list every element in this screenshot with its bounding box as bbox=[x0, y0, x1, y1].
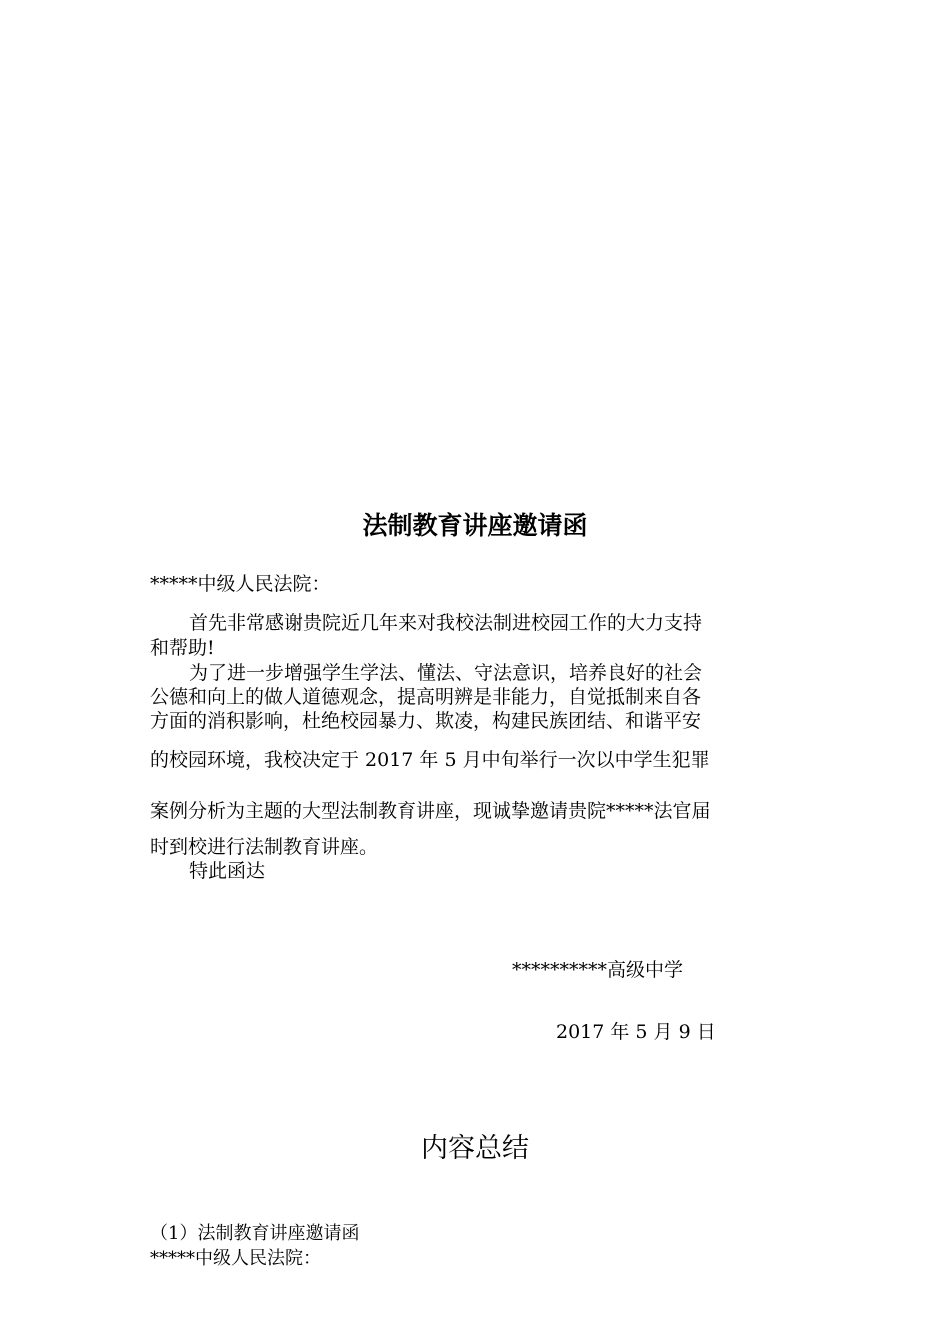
closing-phrase: 特此函达 bbox=[189, 860, 266, 882]
letter-date: 2017 年 5 月 9 日 bbox=[556, 1021, 716, 1043]
letter-title: 法制教育讲座邀请函 bbox=[362, 511, 588, 540]
salutation: *****中级人民法院： bbox=[150, 573, 331, 595]
paragraph-2-line-4: 的校园环境，我校决定于 2017 年 5 月中旬举行一次以中学生犯罪 bbox=[150, 749, 710, 771]
summary-item-1: （1）法制教育讲座邀请函 bbox=[150, 1223, 360, 1244]
paragraph-2-line-1: 为了进一步增强学生学法、懂法、守法意识，培养良好的社会 bbox=[189, 662, 703, 684]
paragraph-2-line-3: 方面的消积影响，杜绝校园暴力、欺凌，构建民族团结、和谐平安 bbox=[150, 710, 702, 732]
paragraph-1-line-1: 首先非常感谢贵院近几年来对我校法制进校园工作的大力支持 bbox=[189, 612, 703, 634]
paragraph-2-line-2: 公德和向上的做人道德观念，提高明辨是非能力，自觉抵制来自各 bbox=[150, 686, 702, 708]
signer: **********高级中学 bbox=[512, 959, 684, 981]
summary-heading: 内容总结 bbox=[421, 1133, 529, 1164]
paragraph-2-line-5: 案例分析为主题的大型法制教育讲座，现诚挚邀请贵院*****法官届 bbox=[150, 800, 711, 822]
summary-item-2: *****中级人民法院： bbox=[150, 1248, 321, 1269]
paragraph-1-line-2: 和帮助! bbox=[150, 637, 215, 659]
paragraph-2-line-6: 时到校进行法制教育讲座。 bbox=[150, 836, 379, 858]
